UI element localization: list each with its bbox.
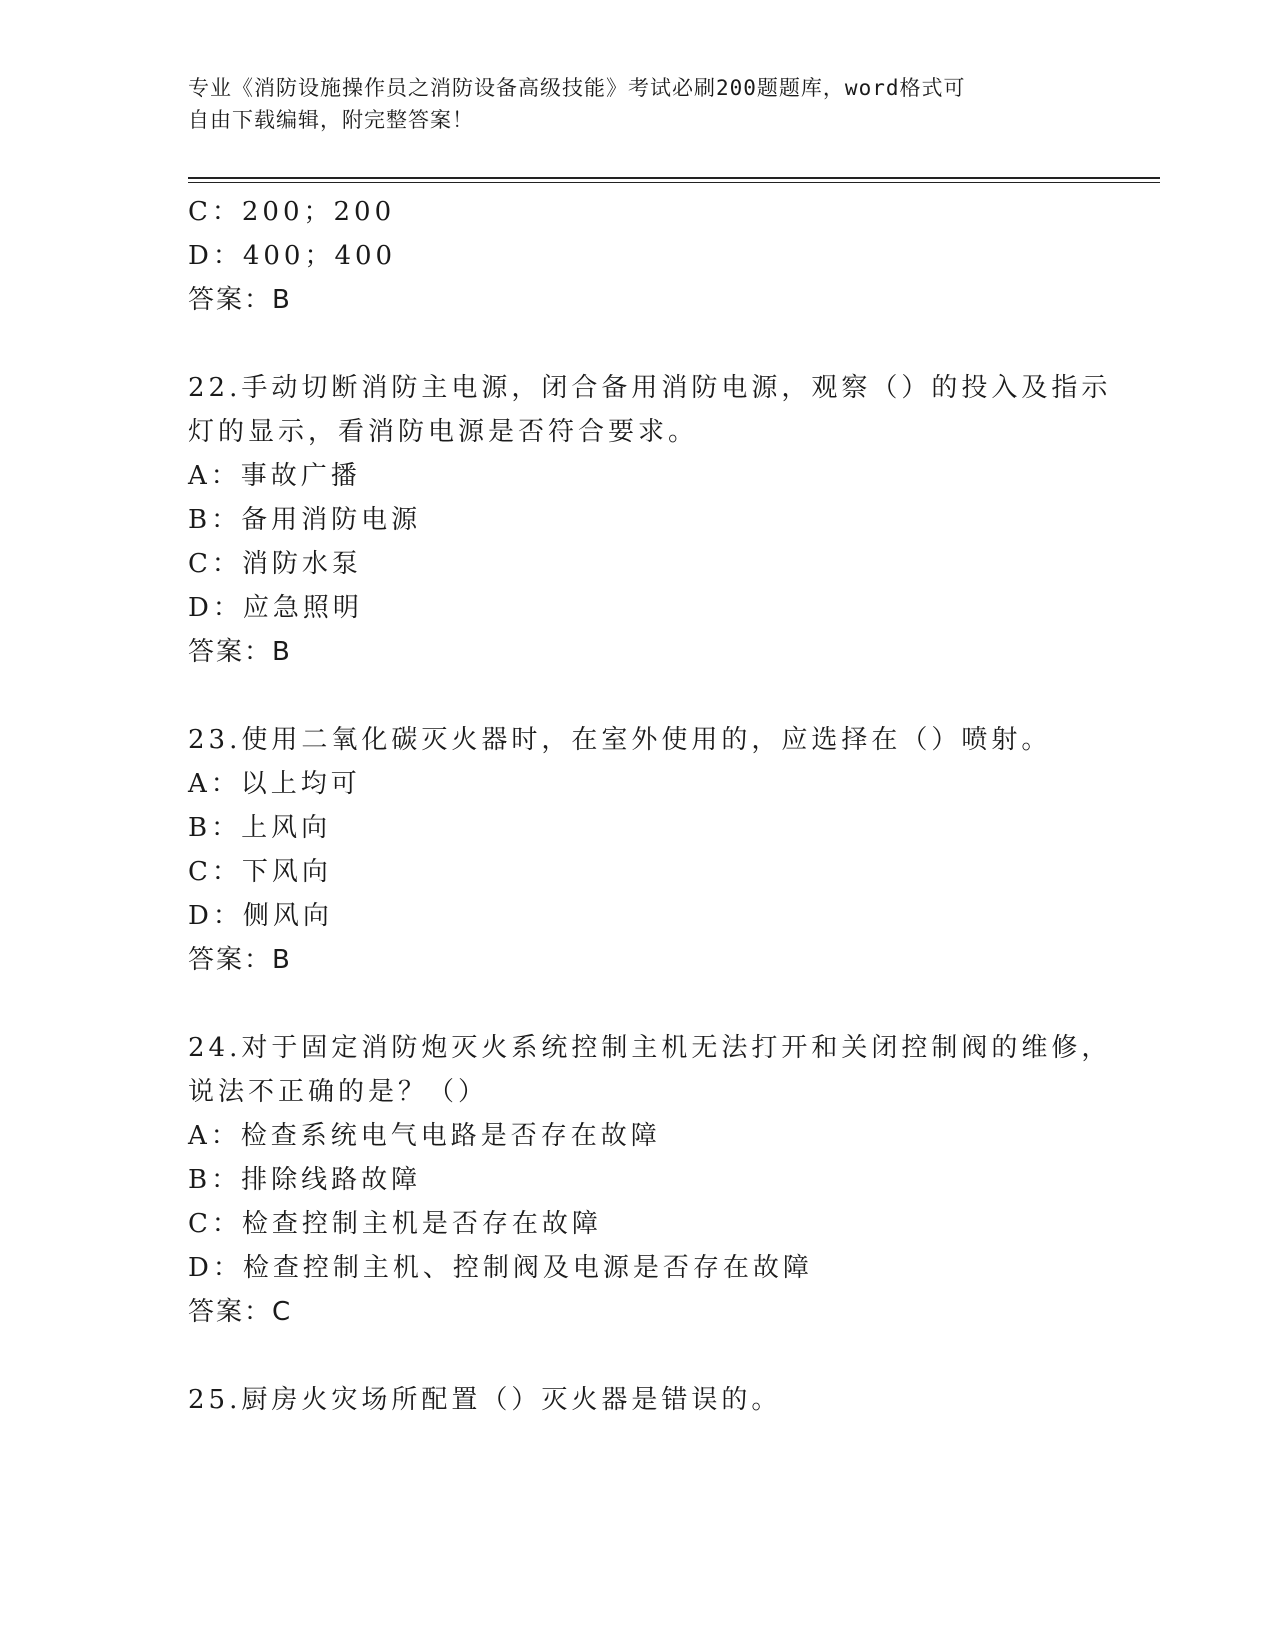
header-divider-thick (188, 177, 1160, 179)
q24-option-b: B：排除线路故障 (188, 1165, 422, 1195)
q24-stem-line-2: 说法不正确的是？（） (188, 1077, 489, 1107)
q23-option-c: C：下风向 (188, 857, 332, 887)
q24-option-c: C：检查控制主机是否存在故障 (188, 1209, 602, 1239)
q25-stem-line-1: 25.厨房火灾场所配置（）灭火器是错误的。 (188, 1385, 782, 1415)
header-divider-thin (188, 182, 1160, 183)
q22-option-a: A：事故广播 (188, 461, 361, 491)
q24-option-a: A：检查系统电气电路是否存在故障 (188, 1121, 661, 1151)
page-header (188, 72, 1088, 136)
q23-stem-line-1: 23.使用二氧化碳灭火器时，在室外使用的，应选择在（）喷射。 (188, 725, 1052, 755)
q21-option-c: C：200；200 (188, 197, 396, 227)
q24-option-d: D：检查控制主机、控制阀及电源是否存在故障 (188, 1253, 813, 1283)
q22-answer: 答案：B (188, 637, 292, 667)
q24-stem-line-1: 24.对于固定消防炮灭火系统控制主机无法打开和关闭控制阀的维修， (188, 1033, 1112, 1063)
q22-option-c: C：消防水泵 (188, 549, 362, 579)
q21-answer: 答案：B (188, 285, 292, 315)
header-line-1: 专业《消防设施操作员之消防设备高级技能》考试必刷200题题库，word格式可 (188, 76, 966, 100)
q22-stem-line-1: 22.手动切断消防主电源，闭合备用消防电源，观察（）的投入及指示 (188, 373, 1112, 403)
q24-answer: 答案：C (188, 1297, 293, 1327)
q22-stem-line-2: 灯的显示，看消防电源是否符合要求。 (188, 417, 699, 447)
q22-option-b: B：备用消防电源 (188, 505, 422, 535)
q22-option-d: D：应急照明 (188, 593, 363, 623)
header-line-2: 自由下载编辑，附完整答案！ (188, 108, 474, 132)
q23-option-b: B：上风向 (188, 813, 332, 843)
q23-option-a: A：以上均可 (188, 769, 361, 799)
q23-option-d: D：侧风向 (188, 901, 333, 931)
q21-option-d: D：400；400 (188, 241, 397, 271)
q23-answer: 答案：B (188, 945, 292, 975)
